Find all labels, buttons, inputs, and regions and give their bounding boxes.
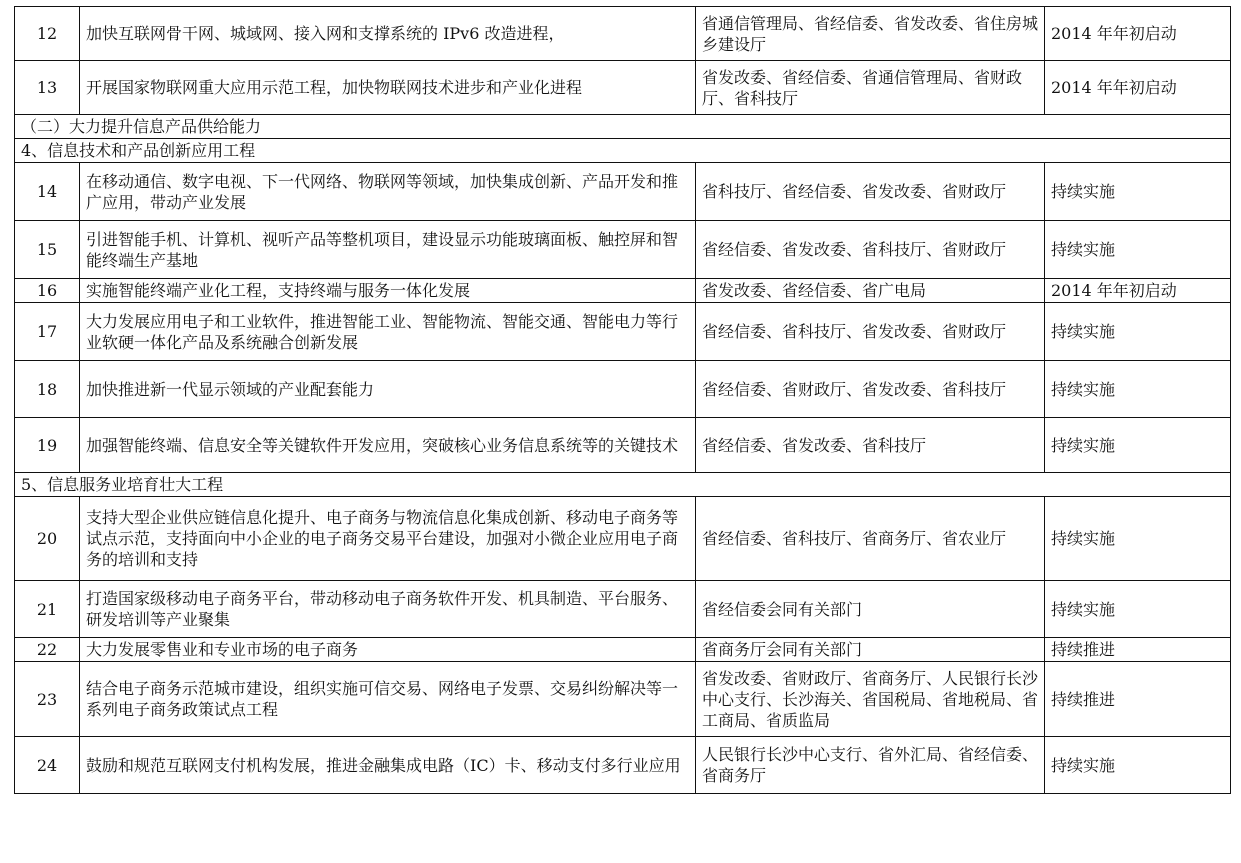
row-number: 14 [15, 163, 80, 221]
table-row [15, 737, 1231, 794]
task-content: 鼓励和规范互联网支付机构发展，推进金融集成电路（IC）卡、移动支付多行业应用 [80, 737, 696, 794]
responsible-departments: 省发改委、省经信委、省广电局 [696, 279, 1045, 303]
section-header-row [15, 115, 1231, 139]
schedule: 2014 年年初启动 [1045, 61, 1231, 115]
schedule: 持续推进 [1045, 662, 1231, 737]
table-row [15, 279, 1231, 303]
responsible-departments: 省科技厅、省经信委、省发改委、省财政厅 [696, 163, 1045, 221]
task-table [14, 6, 1231, 794]
schedule: 持续实施 [1045, 361, 1231, 418]
schedule: 2014 年年初启动 [1045, 7, 1231, 61]
responsible-departments: 省经信委、省财政厅、省发改委、省科技厅 [696, 361, 1045, 418]
responsible-departments: 人民银行长沙中心支行、省外汇局、省经信委、省商务厅 [696, 737, 1045, 794]
table-row [15, 638, 1231, 662]
responsible-departments: 省发改委、省经信委、省通信管理局、省财政厅、省科技厅 [696, 61, 1045, 115]
schedule: 持续实施 [1045, 497, 1231, 581]
responsible-departments: 省经信委、省科技厅、省发改委、省财政厅 [696, 303, 1045, 361]
table-row [15, 497, 1231, 581]
row-number: 13 [15, 61, 80, 115]
task-content: 加快互联网骨干网、城域网、接入网和支撑系统的 IPv6 改造进程， [80, 7, 696, 61]
policy-table-sheet [14, 6, 1230, 794]
task-content: 加强智能终端、信息安全等关键软件开发应用，突破核心业务信息系统等的关键技术 [80, 418, 696, 473]
row-number: 21 [15, 581, 80, 638]
table-row [15, 221, 1231, 279]
task-content: 开展国家物联网重大应用示范工程，加快物联网技术进步和产业化进程 [80, 61, 696, 115]
row-number: 24 [15, 737, 80, 794]
schedule: 持续实施 [1045, 581, 1231, 638]
task-content: 实施智能终端产业化工程，支持终端与服务一体化发展 [80, 279, 696, 303]
table-row [15, 61, 1231, 115]
row-number: 17 [15, 303, 80, 361]
row-number: 23 [15, 662, 80, 737]
row-number: 18 [15, 361, 80, 418]
responsible-departments: 省经信委、省发改委、省科技厅、省财政厅 [696, 221, 1045, 279]
responsible-departments: 省经信委、省发改委、省科技厅 [696, 418, 1045, 473]
responsible-departments: 省经信委、省科技厅、省商务厅、省农业厅 [696, 497, 1045, 581]
table-row [15, 303, 1231, 361]
table-row [15, 662, 1231, 737]
row-number: 19 [15, 418, 80, 473]
row-number: 12 [15, 7, 80, 61]
row-number: 16 [15, 279, 80, 303]
task-content: 结合电子商务示范城市建设，组织实施可信交易、网络电子发票、交易纠纷解决等一系列电子商务政策试点工程 [80, 662, 696, 737]
responsible-departments: 省通信管理局、省经信委、省发改委、省住房城乡建设厅 [696, 7, 1045, 61]
schedule: 持续实施 [1045, 418, 1231, 473]
table-row [15, 418, 1231, 473]
row-number: 15 [15, 221, 80, 279]
schedule: 2014 年年初启动 [1045, 279, 1231, 303]
task-content: 引进智能手机、计算机、视听产品等整机项目，建设显示功能玻璃面板、触控屏和智能终端生产基地 [80, 221, 696, 279]
task-content: 大力发展零售业和专业市场的电子商务 [80, 638, 696, 662]
responsible-departments: 省经信委会同有关部门 [696, 581, 1045, 638]
task-content: 支持大型企业供应链信息化提升、电子商务与物流信息化集成创新、移动电子商务等试点示范，支持面向中小企业的电子商务交易平台建设，加强对小微企业应用电子商务的培训和支持 [80, 497, 696, 581]
table-row [15, 581, 1231, 638]
row-number: 20 [15, 497, 80, 581]
schedule: 持续推进 [1045, 638, 1231, 662]
table-row [15, 7, 1231, 61]
task-content: 打造国家级移动电子商务平台，带动移动电子商务软件开发、机具制造、平台服务、研发培训等产业聚集 [80, 581, 696, 638]
task-content: 大力发展应用电子和工业软件，推进智能工业、智能物流、智能交通、智能电力等行业软硬一体化产品及系统融合创新发展 [80, 303, 696, 361]
section-title: （二）大力提升信息产品供给能力 [15, 115, 1231, 139]
schedule: 持续实施 [1045, 221, 1231, 279]
table-row [15, 163, 1231, 221]
section-header-row [15, 473, 1231, 497]
row-number: 22 [15, 638, 80, 662]
schedule: 持续实施 [1045, 737, 1231, 794]
schedule: 持续实施 [1045, 303, 1231, 361]
responsible-departments: 省商务厅会同有关部门 [696, 638, 1045, 662]
schedule: 持续实施 [1045, 163, 1231, 221]
task-content: 加快推进新一代显示领域的产业配套能力 [80, 361, 696, 418]
task-content: 在移动通信、数字电视、下一代网络、物联网等领域，加快集成创新、产品开发和推广应用，带动产业发展 [80, 163, 696, 221]
task-table-body [15, 7, 1231, 794]
section-title: 5、信息服务业培育壮大工程 [15, 473, 1231, 497]
section-header-row [15, 139, 1231, 163]
table-row [15, 361, 1231, 418]
section-title: 4、信息技术和产品创新应用工程 [15, 139, 1231, 163]
responsible-departments: 省发改委、省财政厅、省商务厅、人民银行长沙中心支行、长沙海关、省国税局、省地税局、省工商局、省质监局 [696, 662, 1045, 737]
